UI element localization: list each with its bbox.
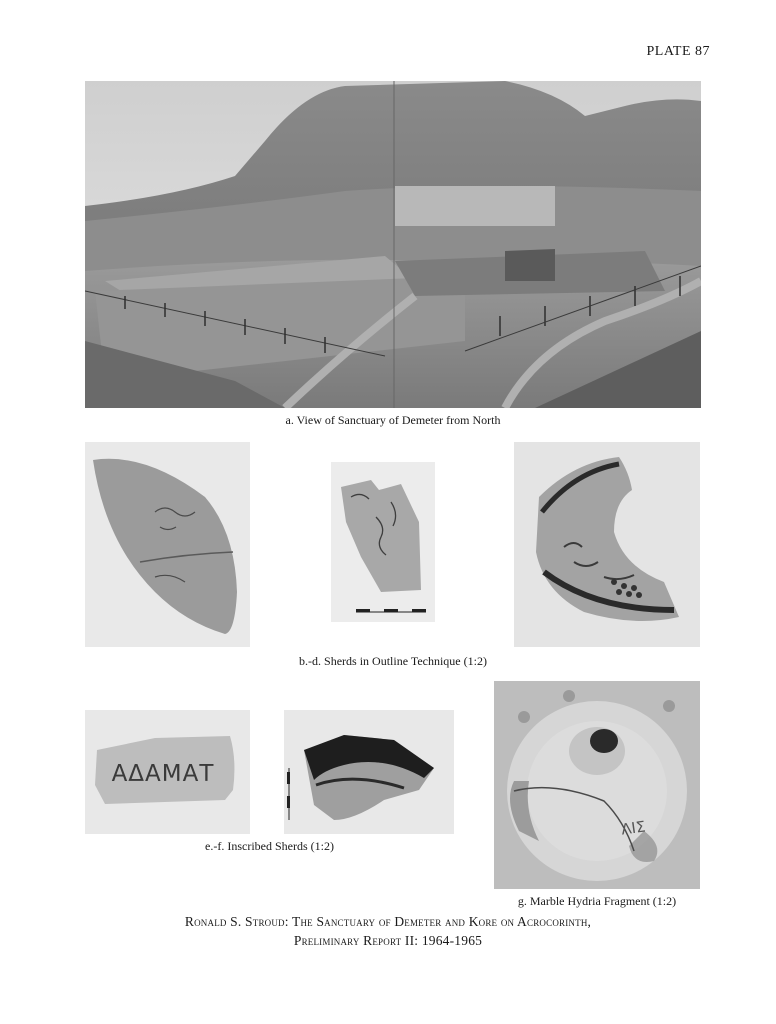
footer-line-1: Ronald S. Stroud: The Sanctuary of Demeter and Kore on Acrocorinth, bbox=[184, 914, 592, 929]
footer-line-2: Preliminary Report II: 1964-1965 bbox=[293, 933, 483, 948]
photo-f-inscribed-sherd bbox=[284, 710, 454, 834]
photo-d-sherd bbox=[514, 442, 700, 647]
caption-bd: b.-d. Sherds in Outline Technique (1:2) bbox=[299, 654, 487, 668]
photo-e-inscribed-sherd bbox=[85, 710, 250, 834]
caption-a: a. View of Sanctuary of Demeter from North bbox=[285, 413, 501, 427]
inscription-e: ΑΔΑΜΑΤ bbox=[111, 761, 215, 787]
scale-bar bbox=[356, 609, 426, 612]
photo-c-sherd bbox=[331, 462, 435, 622]
caption-ef: e.-f. Inscribed Sherds (1:2) bbox=[205, 839, 334, 853]
photo-a-sanctuary-view bbox=[85, 81, 701, 408]
photo-b-sherd bbox=[85, 442, 250, 647]
inscription-g: ΛΙΣ bbox=[620, 817, 647, 839]
caption-g: g. Marble Hydria Fragment (1:2) bbox=[517, 894, 677, 908]
plate-number: PLATE 87 bbox=[646, 44, 710, 59]
photo-g-marble-hydria bbox=[494, 681, 700, 889]
